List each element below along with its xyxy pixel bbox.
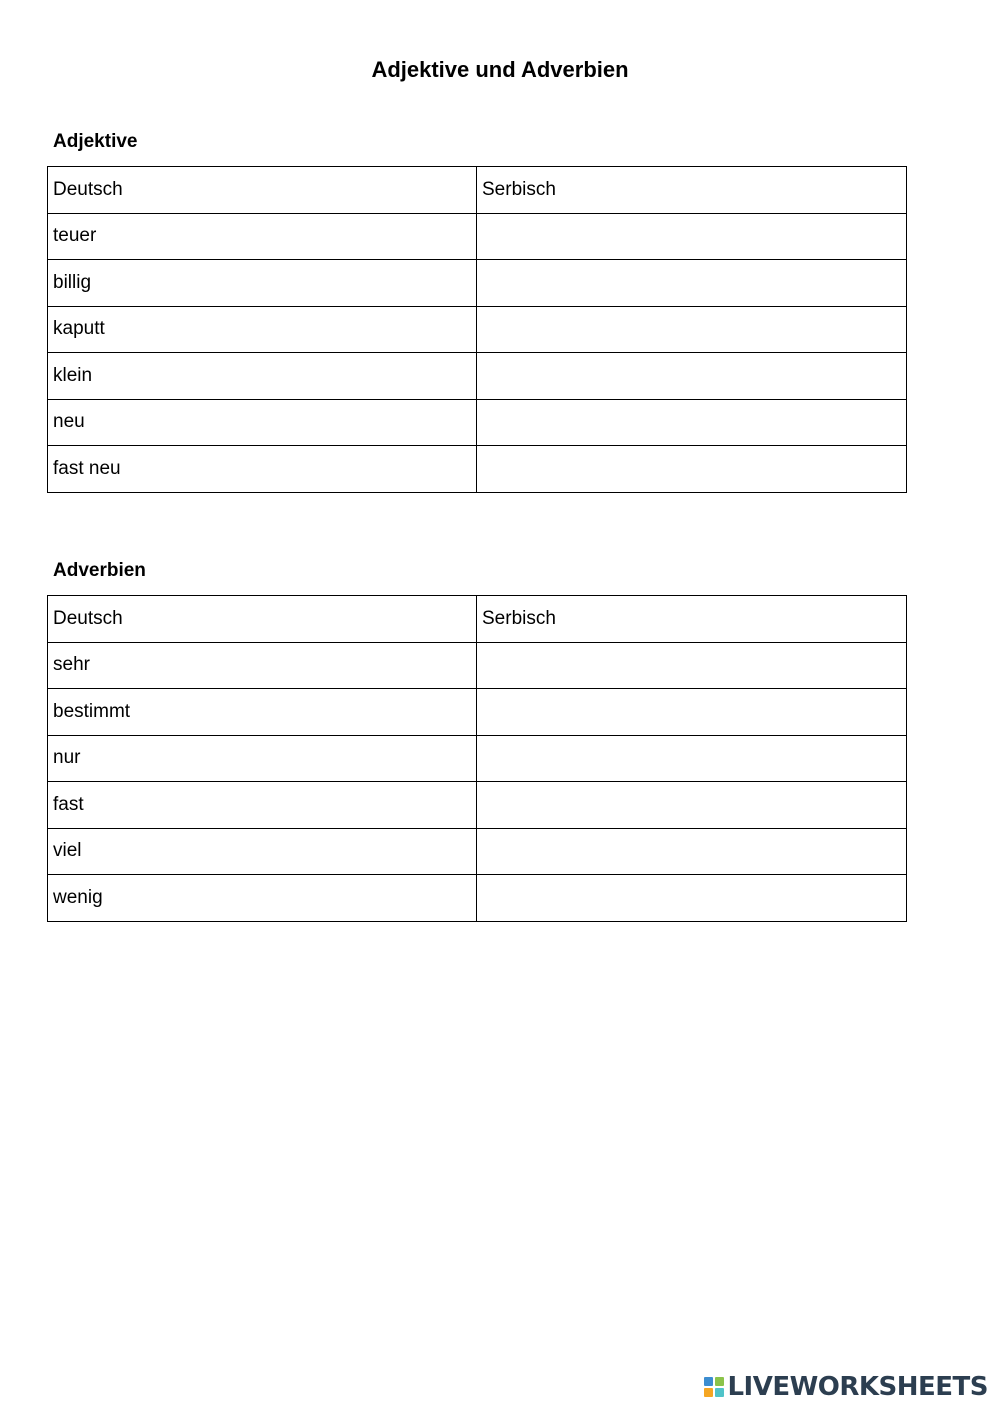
table-row bbox=[48, 399, 907, 446]
german-word: kaputt bbox=[48, 306, 477, 353]
logo-tile bbox=[715, 1388, 724, 1397]
german-word: klein bbox=[48, 353, 477, 400]
german-word: fast neu bbox=[48, 446, 477, 493]
german-word: wenig bbox=[48, 875, 477, 922]
german-word: viel bbox=[48, 828, 477, 875]
logo-tile bbox=[704, 1388, 713, 1397]
table-header-row bbox=[48, 596, 907, 643]
serbian-answer-field[interactable] bbox=[477, 353, 907, 400]
serbian-answer-field[interactable] bbox=[477, 642, 907, 689]
german-word: nur bbox=[48, 735, 477, 782]
serbian-answer-field[interactable] bbox=[477, 213, 907, 260]
table-row bbox=[48, 642, 907, 689]
serbian-answer-field[interactable] bbox=[477, 875, 907, 922]
column-header-deutsch: Deutsch bbox=[48, 596, 477, 643]
serbian-answer-field[interactable] bbox=[477, 446, 907, 493]
column-header-serbisch: Serbisch bbox=[477, 596, 907, 643]
logo-tile bbox=[704, 1377, 713, 1386]
column-header-serbisch: Serbisch bbox=[477, 167, 907, 214]
table-row bbox=[48, 875, 907, 922]
table-row bbox=[48, 689, 907, 736]
german-word: fast bbox=[48, 782, 477, 829]
column-header-deutsch: Deutsch bbox=[48, 167, 477, 214]
german-word: teuer bbox=[48, 213, 477, 260]
table-row bbox=[48, 446, 907, 493]
adjektive-table bbox=[47, 166, 907, 493]
logo-tile bbox=[715, 1377, 724, 1386]
german-word: billig bbox=[48, 260, 477, 307]
table-row bbox=[48, 782, 907, 829]
serbian-answer-field[interactable] bbox=[477, 689, 907, 736]
section-heading-adjektive: Adjektive bbox=[53, 131, 138, 152]
serbian-answer-field[interactable] bbox=[477, 260, 907, 307]
liveworksheets-branding bbox=[704, 1372, 988, 1402]
liveworksheets-logo-icon bbox=[704, 1377, 724, 1397]
serbian-answer-field[interactable] bbox=[477, 782, 907, 829]
german-word: bestimmt bbox=[48, 689, 477, 736]
serbian-answer-field[interactable] bbox=[477, 306, 907, 353]
german-word: neu bbox=[48, 399, 477, 446]
brand-wordmark: LIVEWORKSHEETS bbox=[727, 1372, 988, 1402]
section-heading-adverbien: Adverbien bbox=[53, 560, 146, 581]
table-row bbox=[48, 828, 907, 875]
table-row bbox=[48, 260, 907, 307]
german-word: sehr bbox=[48, 642, 477, 689]
table-header-row bbox=[48, 167, 907, 214]
page-title: Adjektive und Adverbien bbox=[371, 57, 629, 82]
serbian-answer-field[interactable] bbox=[477, 735, 907, 782]
adverbien-table bbox=[47, 595, 907, 922]
table-row bbox=[48, 353, 907, 400]
table-row bbox=[48, 735, 907, 782]
table-row bbox=[48, 306, 907, 353]
serbian-answer-field[interactable] bbox=[477, 828, 907, 875]
table-row bbox=[48, 213, 907, 260]
serbian-answer-field[interactable] bbox=[477, 399, 907, 446]
